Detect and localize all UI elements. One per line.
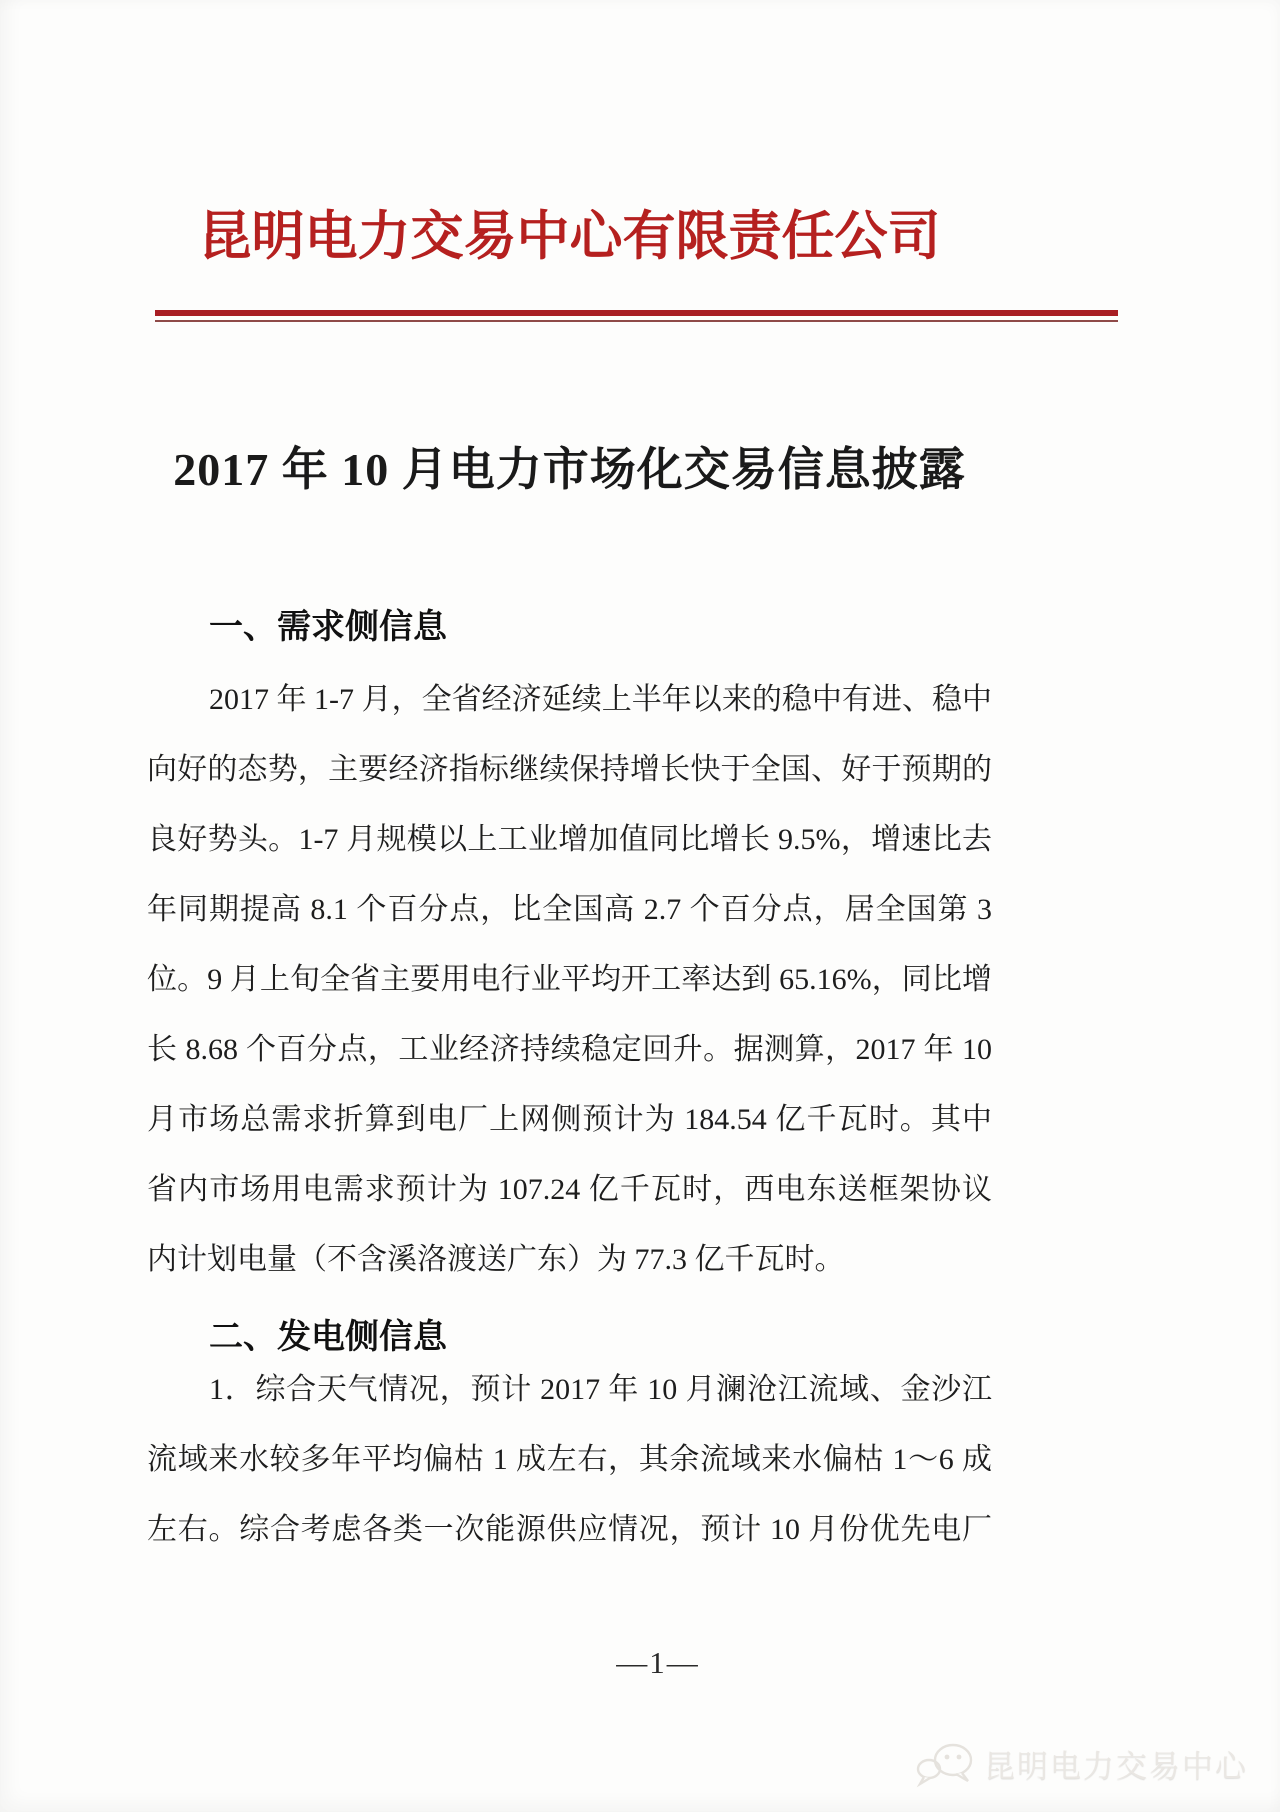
section-heading-generation-side: 二、发电侧信息: [209, 1318, 447, 1356]
body-line: 年同期提高 8.1 个百分点，比全国高 2.7 个百分点，居全国第 3: [147, 893, 992, 926]
body-line: 长 8.68 个百分点，工业经济持续稳定回升。据测算，2017 年 10: [147, 1033, 992, 1066]
footer-watermark: [916, 1738, 1248, 1788]
body-line: 良好势头。1-7 月规模以上工业增加值同比增长 9.5%，增速比去: [147, 823, 992, 856]
page-number: —1—: [616, 1645, 700, 1680]
body-line: 1．综合天气情况，预计 2017 年 10 月澜沧江流域、金沙江: [209, 1373, 992, 1406]
document-title: 2017 年 10 月电力市场化交易信息披露: [173, 444, 966, 495]
section-heading-demand-side: 一、需求侧信息: [209, 608, 447, 646]
body-line: 省内市场用电需求预计为 107.24 亿千瓦时，西电东送框架协议: [147, 1173, 992, 1206]
letterhead-rule-thin: [155, 320, 1118, 322]
watermark-text: 昆明电力交易中心: [984, 1748, 1248, 1784]
body-line: 向好的态势，主要经济指标继续保持增长快于全国、好于预期的: [147, 753, 992, 786]
body-line: 流域来水较多年平均偏枯 1 成左右，其余流域来水偏枯 1～6 成: [147, 1443, 992, 1476]
letterhead-rule-thick: [155, 310, 1118, 316]
wechat-icon: [916, 1738, 974, 1788]
generation-side-paragraph: [147, 1355, 992, 1565]
body-line: 月市场总需求折算到电厂上网侧预计为 184.54 亿千瓦时。其中: [147, 1103, 992, 1136]
body-line: 左右。综合考虑各类一次能源供应情况，预计 10 月份优先电厂: [147, 1513, 992, 1546]
demand-side-paragraph: [147, 665, 992, 1295]
body-line: 位。9 月上旬全省主要用电行业平均开工率达到 65.16%，同比增: [147, 963, 992, 996]
letterhead-company-name: 昆明电力交易中心有限责任公司: [198, 208, 941, 266]
body-line: 2017 年 1-7 月，全省经济延续上半年以来的稳中有进、稳中: [209, 683, 992, 716]
body-line: 内计划电量（不含溪洛渡送广东）为 77.3 亿千瓦时。: [147, 1243, 845, 1276]
